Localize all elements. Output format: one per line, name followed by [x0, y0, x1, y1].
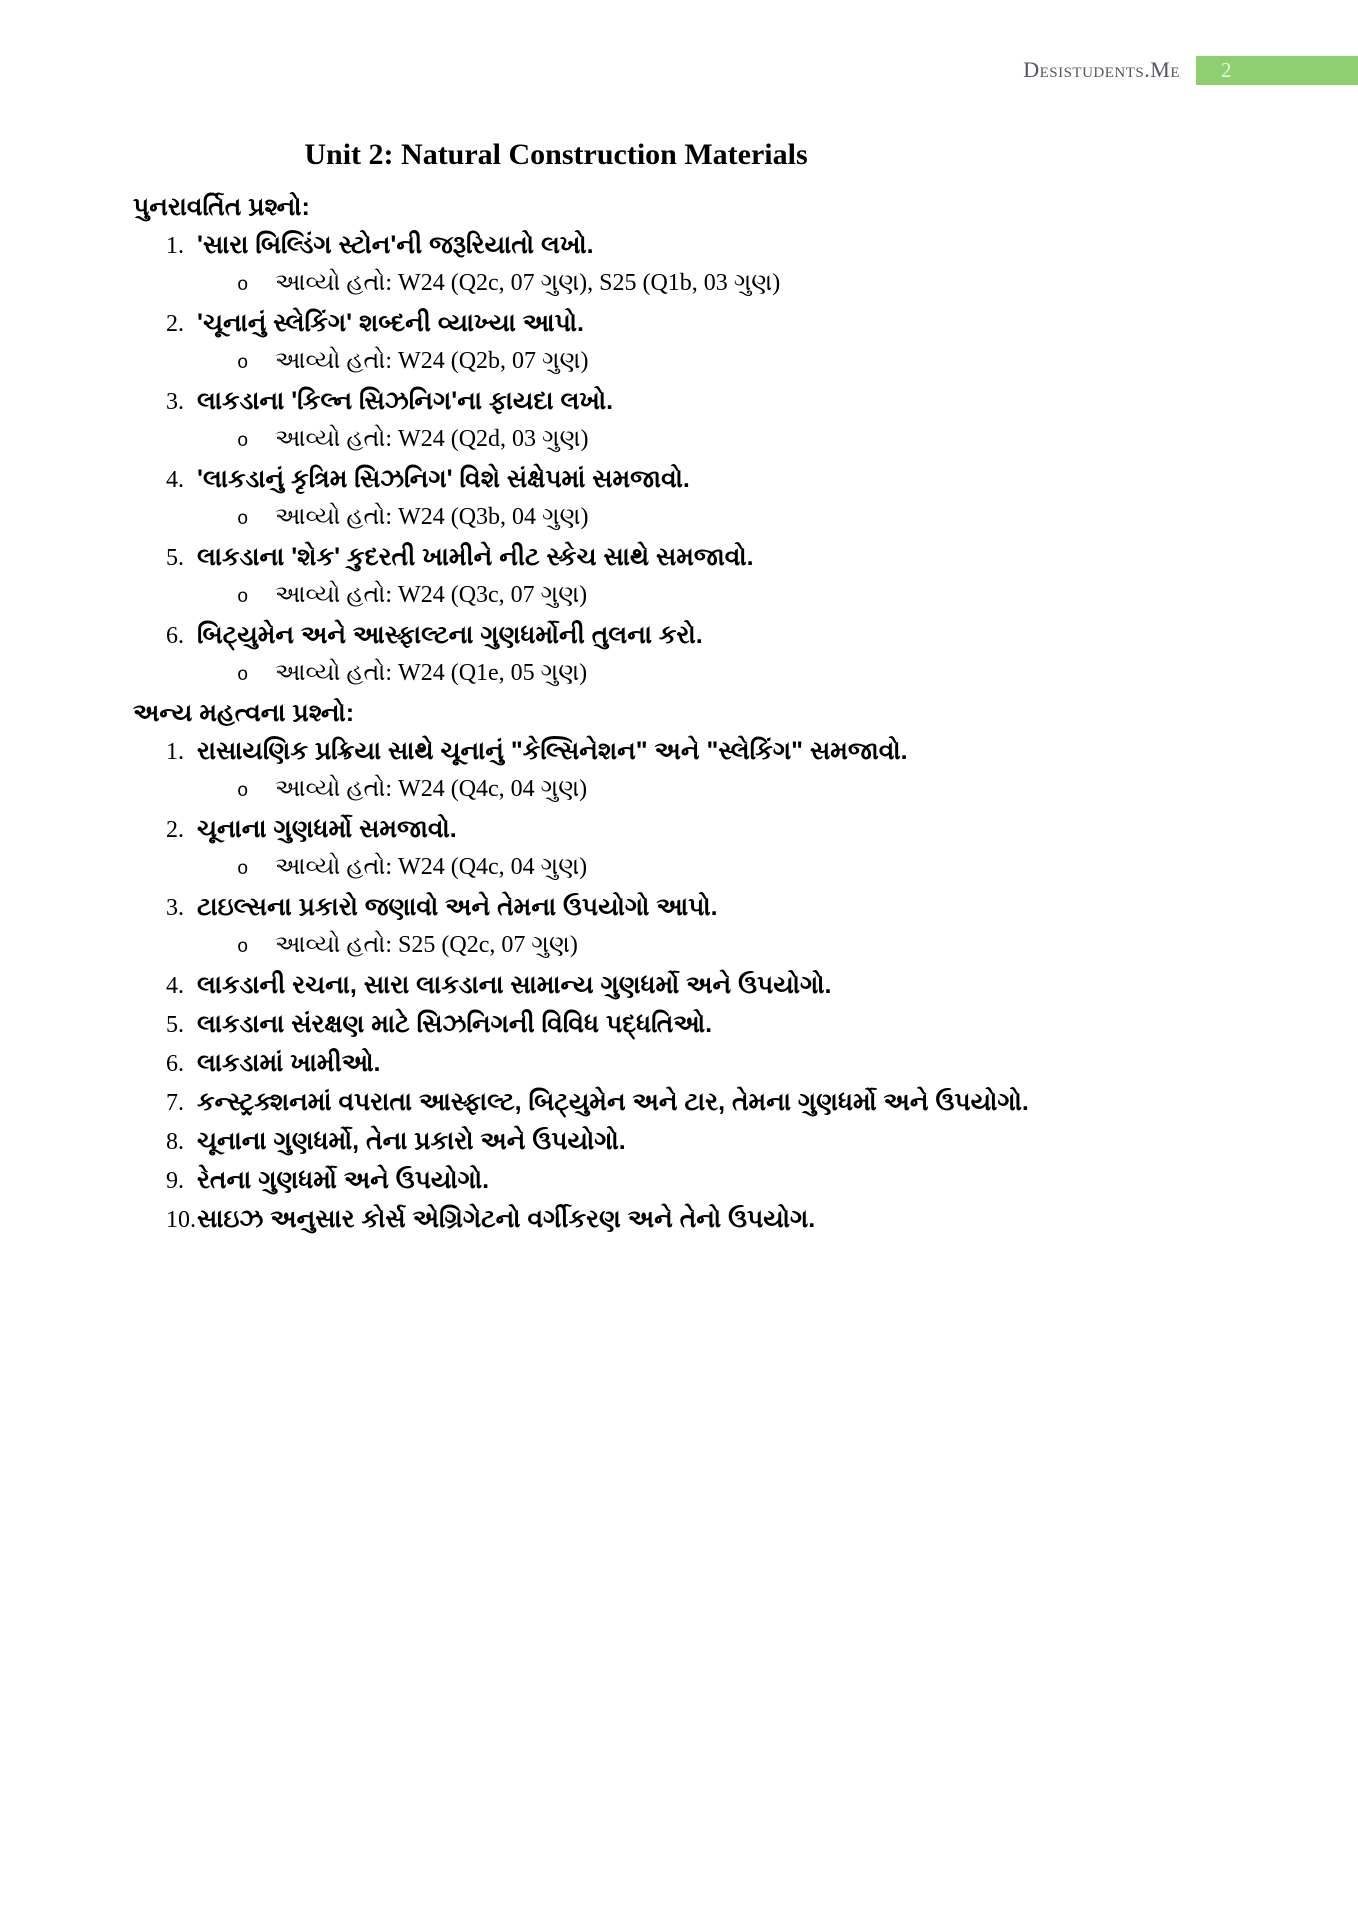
bullet-marker: o	[237, 274, 249, 296]
question-text: સાઇઝ અનુસાર કોર્સ એગ્રિગેટનો વર્ગીકરણ અને તેનો ઉપયોગ.	[197, 1205, 816, 1233]
question-number: 9.	[166, 1168, 184, 1194]
recurrence-text: આવ્યો હતો: W24 (Q2d, 03 ગુણ)	[275, 426, 589, 452]
question-number: 4.	[166, 973, 184, 999]
recurrence-note	[133, 499, 1233, 538]
question-item	[133, 966, 1233, 1005]
question-item	[133, 1005, 1233, 1044]
question-text: લાકડાના સંરક્ષણ માટે સિઝનિગની વિવિધ પદ્ધતિઓ.	[197, 1010, 713, 1038]
bullet-marker: o	[237, 780, 249, 802]
recurrence-text: આવ્યો હતો: S25 (Q2c, 07 ગુણ)	[275, 932, 578, 958]
question-item	[133, 226, 1233, 265]
recurrence-note	[133, 849, 1233, 888]
question-text: ચૂનાના ગુણધર્મો, તેના પ્રકારો અને ઉપયોગો.	[197, 1127, 626, 1155]
page-number: 2	[1221, 57, 1232, 82]
question-number: 5.	[166, 545, 184, 571]
page-number-badge	[1196, 56, 1358, 85]
recurrence-note	[133, 577, 1233, 616]
question-number: 3.	[166, 389, 184, 415]
bullet-marker: o	[237, 508, 249, 530]
question-number: 8.	[166, 1129, 184, 1155]
question-list	[133, 188, 1233, 1239]
question-item	[133, 888, 1233, 927]
recurrence-text: આવ્યો હતો: W24 (Q2c, 07 ગુણ), S25 (Q1b, 03 ગુણ)	[275, 270, 781, 296]
recurrence-note	[133, 421, 1233, 460]
recurrence-note	[133, 771, 1233, 810]
recurrence-text: આવ્યો હતો: W24 (Q3c, 07 ગુણ)	[275, 582, 588, 608]
recurrence-note	[133, 927, 1233, 966]
recurrence-text: આવ્યો હતો: W24 (Q4c, 04 ગુણ)	[275, 854, 588, 880]
recurrence-text: આવ્યો હતો: W24 (Q3b, 04 ગુણ)	[275, 504, 589, 530]
question-item	[133, 616, 1233, 655]
question-text: 'સારા બિલ્ડિંગ સ્ટોન'ની જરૂરિયાતો લખો.	[197, 231, 594, 259]
question-item	[133, 1122, 1233, 1161]
site-name: Desistudents.Me	[1023, 57, 1180, 82]
question-text: 'ચૂનાનું સ્લેકિંગ' શબ્દની વ્યાખ્યા આપો.	[197, 309, 584, 337]
question-text: કન્સ્ટ્રક્શનમાં વપરાતા આસ્ફાલ્ટ, બિટ્યુમેન અને ટાર, તેમના ગુણધર્મો અને ઉપયોગો.	[197, 1088, 1029, 1116]
section-heading-other: અન્ય મહત્વના પ્રશ્નો:	[133, 699, 355, 727]
question-item	[133, 460, 1233, 499]
question-item	[133, 1044, 1233, 1083]
title-wrap	[0, 138, 1112, 172]
page-title: Unit 2: Natural Construction Materials	[304, 138, 808, 171]
question-number: 3.	[166, 895, 184, 921]
page-header	[0, 55, 1358, 85]
bullet-marker: o	[237, 664, 249, 686]
question-item	[133, 1083, 1233, 1122]
recurrence-note	[133, 655, 1233, 694]
bullet-marker: o	[237, 936, 249, 958]
question-number: 7.	[166, 1090, 184, 1116]
question-number: 10.	[166, 1207, 196, 1233]
bullet-marker: o	[237, 352, 249, 374]
bullet-marker: o	[237, 858, 249, 880]
question-text: લાકડાના 'કિલ્ન સિઝનિગ'ના ફાયદા લખો.	[197, 387, 614, 415]
question-number: 6.	[166, 623, 184, 649]
question-item	[133, 1161, 1233, 1200]
question-item	[133, 732, 1233, 771]
question-text: ટાઇલ્સના પ્રકારો જણાવો અને તેમના ઉપયોગો આપો.	[197, 893, 718, 921]
question-text: લાકડાની રચના, સારા લાકડાના સામાન્ય ગુણધર્મો અને ઉપયોગો.	[197, 971, 832, 999]
question-item	[133, 382, 1233, 421]
recurrence-text: આવ્યો હતો: W24 (Q1e, 05 ગુણ)	[275, 660, 588, 686]
question-item	[133, 304, 1233, 343]
recurrence-text: આવ્યો હતો: W24 (Q4c, 04 ગુણ)	[275, 776, 588, 802]
question-text: રાસાયણિક પ્રક્રિયા સાથે ચૂનાનું "કેલ્સિનેશન" અને "સ્લેકિંગ" સમજાવો.	[197, 737, 908, 765]
question-text: લાકડાના 'શેક' કુદરતી ખામીને નીટ સ્કેચ સાથે સમજાવો.	[197, 543, 754, 571]
question-text: ચૂનાના ગુણધર્મો સમજાવો.	[197, 815, 457, 843]
recurrence-note	[133, 343, 1233, 382]
question-item	[133, 1200, 1233, 1239]
question-number: 4.	[166, 467, 184, 493]
recurrence-text: આવ્યો હતો: W24 (Q2b, 07 ગુણ)	[275, 348, 589, 374]
question-number: 5.	[166, 1012, 184, 1038]
question-item	[133, 538, 1233, 577]
recurrence-note	[133, 265, 1233, 304]
question-text: લાકડામાં ખામીઓ.	[197, 1049, 381, 1077]
question-item	[133, 810, 1233, 849]
bullet-marker: o	[237, 430, 249, 452]
question-number: 6.	[166, 1051, 184, 1077]
section-heading-recurring: પુનરાવર્તિત પ્રશ્નો:	[133, 193, 310, 221]
question-number: 2.	[166, 311, 184, 337]
question-number: 2.	[166, 817, 184, 843]
question-text: 'લાકડાનું કૃત્રિમ સિઝનિગ' વિશે સંક્ષેપમાં સમજાવો.	[197, 465, 690, 493]
question-number: 1.	[166, 233, 184, 259]
question-text: બિટ્યુમેન અને આસ્ફાલ્ટના ગુણધર્મોની તુલના કરો.	[197, 621, 703, 649]
question-text: રેતના ગુણધર્મો અને ઉપયોગો.	[197, 1166, 490, 1194]
bullet-marker: o	[237, 586, 249, 608]
question-number: 1.	[166, 739, 184, 765]
